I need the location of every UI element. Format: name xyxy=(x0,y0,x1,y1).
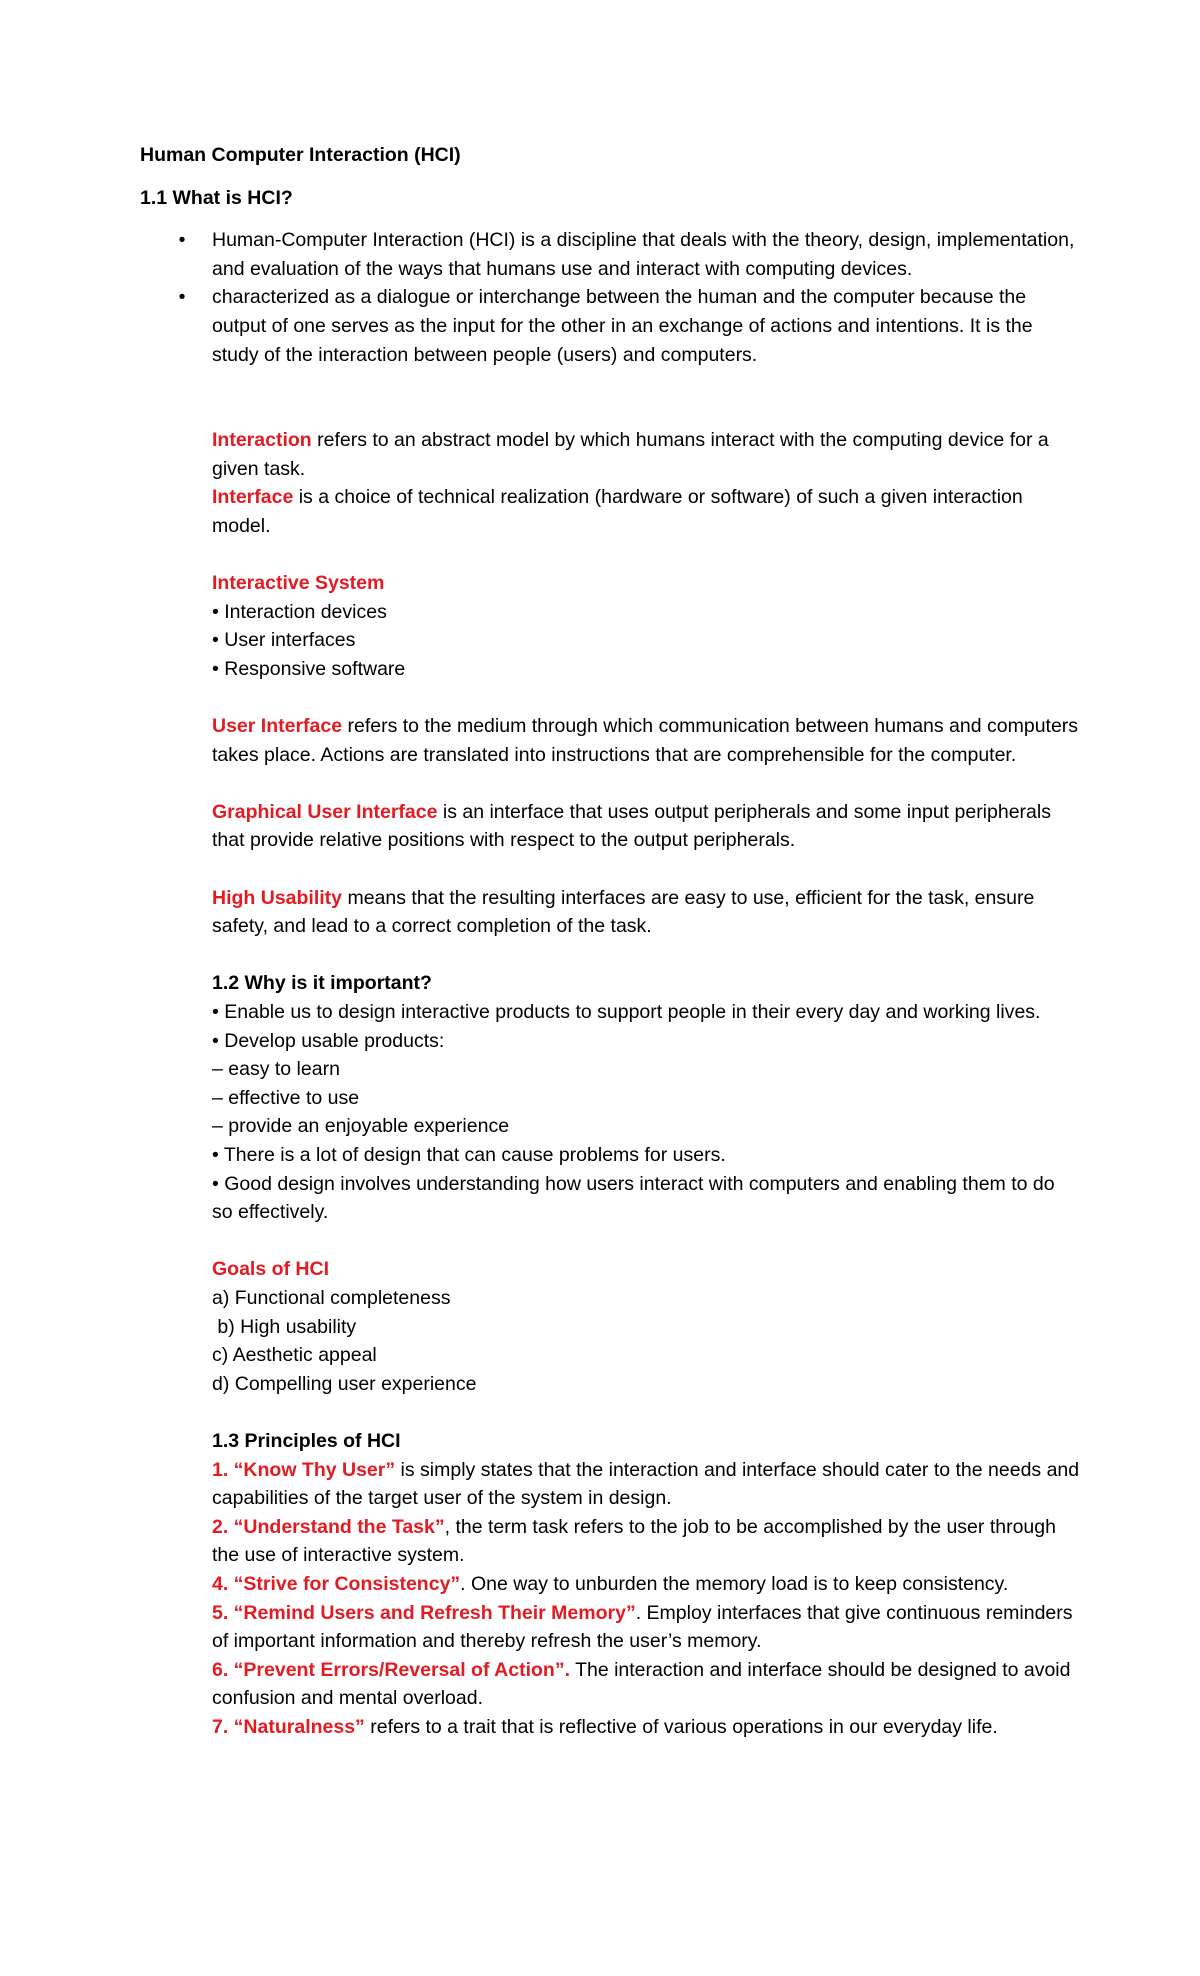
list-item: – provide an enjoyable experience xyxy=(212,1115,510,1138)
list-item: a) Functional completeness xyxy=(212,1286,451,1309)
bullet-icon: • xyxy=(178,286,186,309)
list-item: • Interaction devices xyxy=(212,600,387,623)
list-item: • Good design involves understanding how users interact with computers and enabling them to do so effectively. xyxy=(212,1172,1055,1224)
list-item: b) High usability xyxy=(212,1315,357,1338)
principle-item: 2. “Understand the Task”, the term task refers to the job to be accomplished by the user through the use of interactive system. xyxy=(212,1515,1056,1567)
list-item: c) Aesthetic appeal xyxy=(212,1344,377,1367)
list-item: d) Compelling user experience xyxy=(212,1372,477,1395)
principle-item: 1. “Know Thy User” is simply states that the interaction and interface should cater to the needs and capabilities of the target user of the system in design. xyxy=(212,1458,1080,1510)
list-item: • Develop usable products: xyxy=(212,1029,445,1052)
principle-item: 4. “Strive for Consistency”. One way to unburden the memory load is to keep consistency. xyxy=(212,1572,1009,1595)
list-item: – easy to learn xyxy=(212,1058,340,1081)
definition-gui: Graphical User Interface is an interface that uses output peripherals and some input peripherals that provide relative positions with respect to the output peripherals. xyxy=(212,800,1051,852)
section-1-2-heading: 1.2 Why is it important? xyxy=(212,972,432,995)
list-item: • User interfaces xyxy=(212,629,356,652)
document-body xyxy=(140,141,1080,1741)
definitions-block xyxy=(140,426,1080,1741)
section-1-3-heading: 1.3 Principles of HCI xyxy=(212,1429,401,1452)
definition-interface: Interface is a choice of technical realization (hardware or software) of such a given interaction model. xyxy=(212,486,1023,537)
principle-item: 5. “Remind Users and Refresh Their Memory”. Employ interfaces that give continuous reminders of important information and thereby refresh the user’s memory. xyxy=(212,1601,1073,1653)
goals-heading: Goals of HCI xyxy=(212,1258,330,1281)
bullet-icon: • xyxy=(178,229,186,252)
document-title: Human Computer Interaction (HCI) xyxy=(140,144,461,166)
principle-item: 6. “Prevent Errors/Reversal of Action”. The interaction and interface should be designed to avoid confusion and mental overload. xyxy=(212,1658,1071,1710)
list-item: – effective to use xyxy=(212,1086,360,1109)
interactive-system-heading: Interactive System xyxy=(212,572,385,595)
list-item: • There is a lot of design that can cause problems for users. xyxy=(212,1144,726,1166)
list-item: • Enable us to design interactive products to support people in their every day and working lives. xyxy=(212,1001,1041,1024)
definition-high-usability: High Usability means that the resulting interfaces are easy to use, efficient for the task, ensure safety, and lead to a correct completion of the task. xyxy=(212,886,1035,938)
list-item: • characterized as a dialogue or interchange between the human and the computer because the output of one serves as the input for the other in an exchange of actions and intentions. It is the study of the interaction between people (users) and computers. xyxy=(140,283,1080,369)
section-1-1-heading: 1.1 What is HCI? xyxy=(140,186,293,209)
list-item: • Human-Computer Interaction (HCI) is a discipline that deals with the theory, design, implementation, and evaluation of the ways that humans use and interact with computing devices. xyxy=(140,226,1080,283)
definition-interaction: Interaction refers to an abstract model by which humans interact with the computing device for a given task. xyxy=(212,429,1049,480)
list-item: • Responsive software xyxy=(212,657,406,680)
principle-item: 7. “Naturalness” refers to a trait that is reflective of various operations in our everyday life. xyxy=(212,1715,998,1738)
what-is-hci-list xyxy=(140,226,1080,369)
definition-user-interface: User Interface refers to the medium through which communication between humans and computers takes place. Actions are translated into instructions that are comprehensible for the computer. xyxy=(212,715,1079,766)
